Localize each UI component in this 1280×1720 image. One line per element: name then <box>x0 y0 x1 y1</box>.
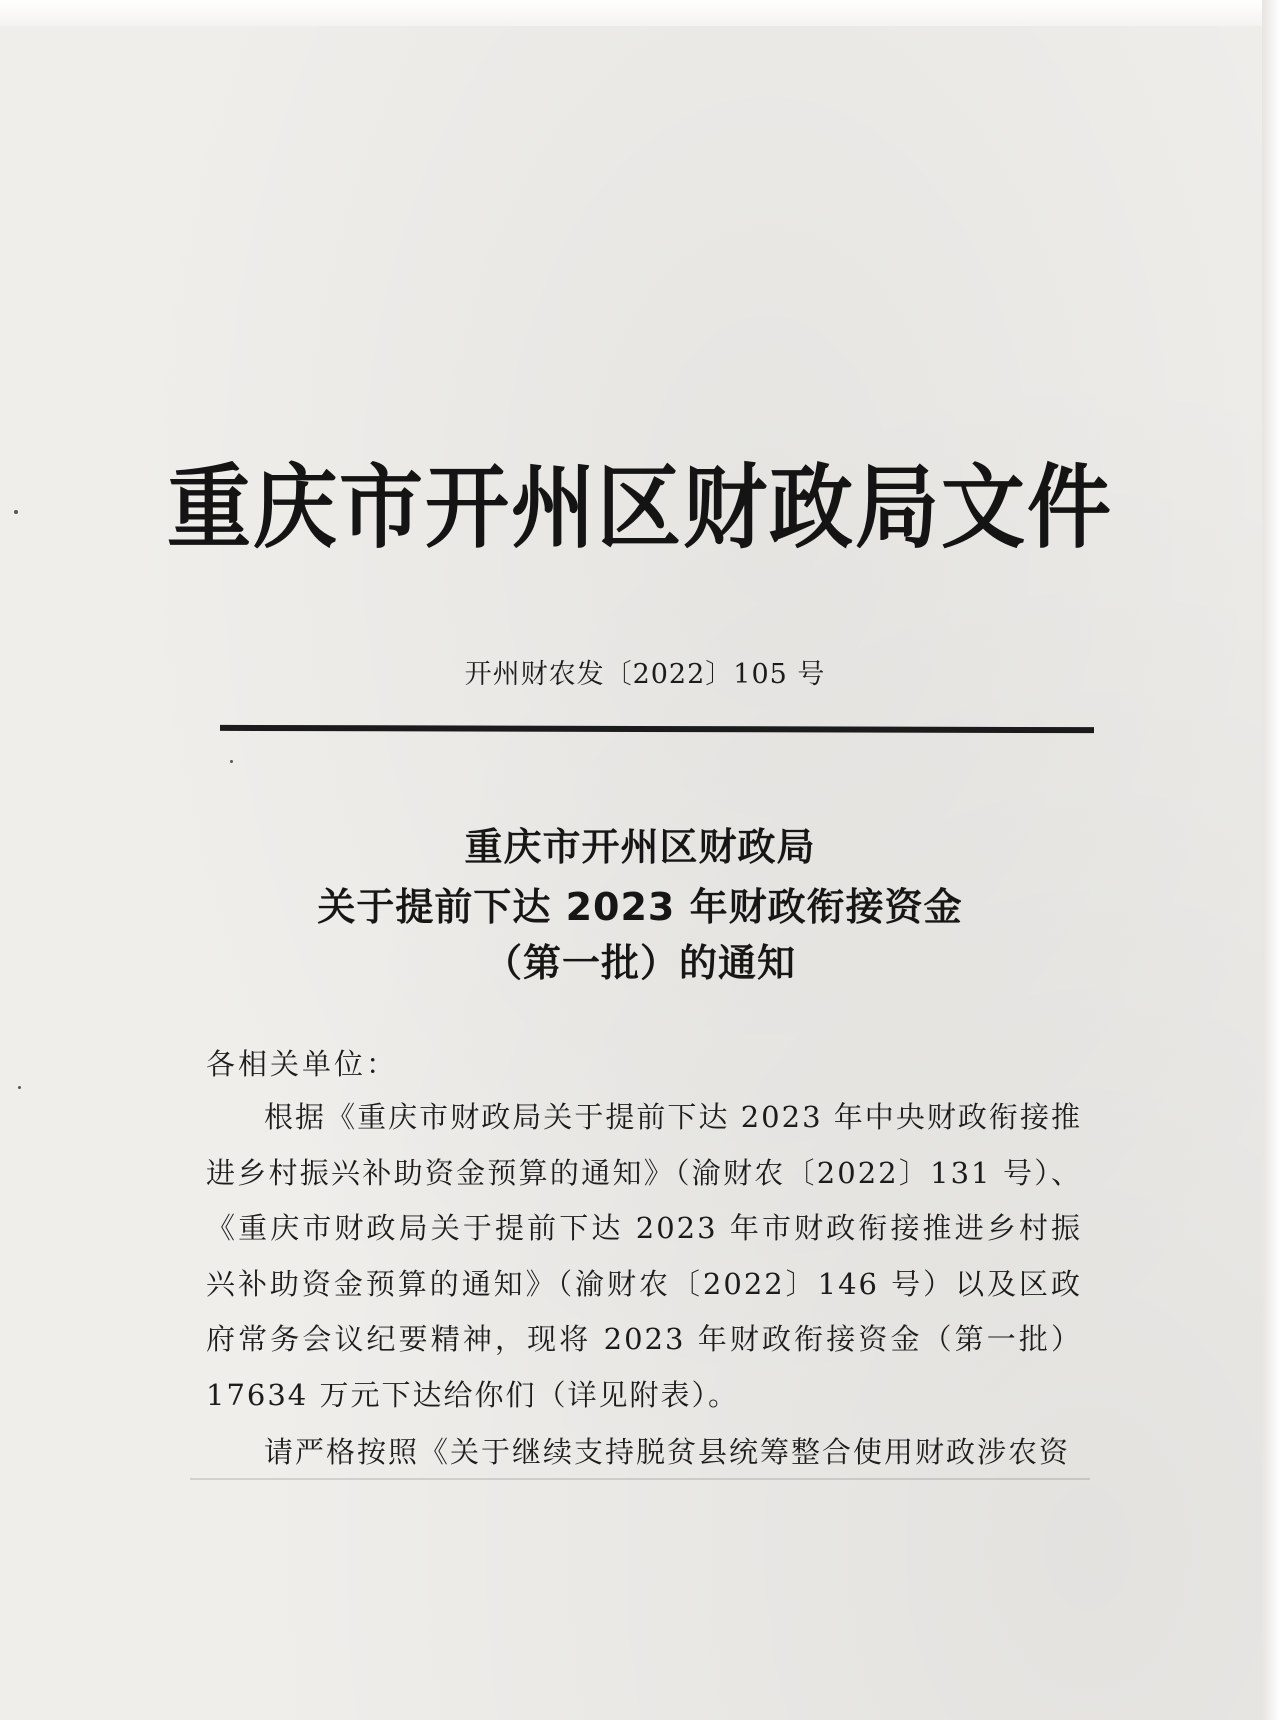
scan-speck <box>18 1086 21 1089</box>
issuing-authority-header: 重庆市开州区财政局文件 <box>166 454 1113 561</box>
notice-title-line-1: 重庆市开州区财政局 <box>464 825 816 869</box>
document-number: 开州财农发〔2022〕105 号 <box>464 659 826 690</box>
notice-title-line-3: （第一批）的通知 <box>483 941 796 985</box>
scan-top-edge <box>0 0 1280 26</box>
salutation: 各相关单位： <box>206 1047 399 1081</box>
body-paragraph-2: 请严格按照《关于继续支持脱贫县统筹整合使用财政涉农资 <box>264 1435 1071 1469</box>
body-paragraph-1: 根据《重庆市财政局关于提前下达 2023 年中央财政衔接推进乡村振兴补助资金预算的通知》（渝财农〔2022〕131 号）、《重庆市财政局关于提前下达 2023 年市财政衔接推进乡村振兴补助资金预算的通知》（渝财农〔2022〕146 号）以及区政府常务会议纪要精神，现将 2023 年财政衔接资金（第一批）17634 万元下达给你们（详见附表）。 <box>206 1100 1082 1412</box>
scan-speck <box>230 760 233 763</box>
header-divider-line <box>220 725 1094 733</box>
page-bottom-shadow <box>190 1478 1090 1480</box>
notice-title-line-2: 关于提前下达 2023 年财政衔接资金 <box>317 885 963 929</box>
